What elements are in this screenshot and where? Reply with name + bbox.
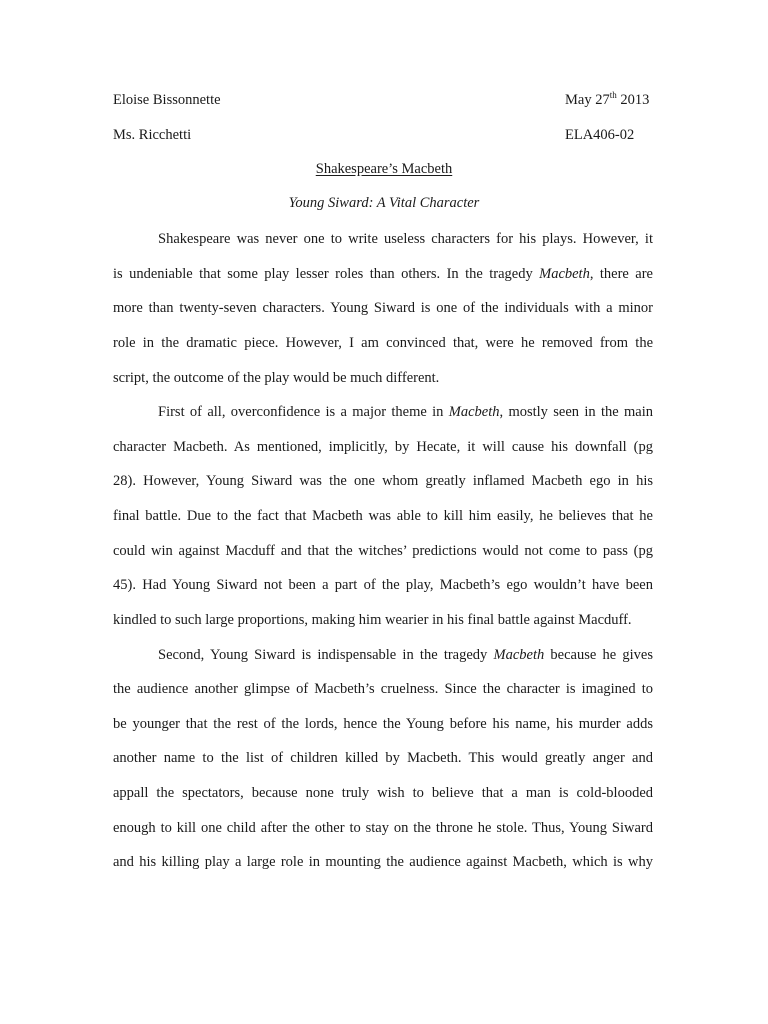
body-line [113, 715, 653, 733]
line-text: because he gives [544, 647, 653, 663]
course-code: ELA406-02 [565, 127, 635, 143]
line-text: be younger that the rest of the lords, hence the Young before his name, his murder adds [113, 716, 653, 732]
play-title-italic: Macbeth [448, 404, 500, 420]
line-text: , there are [589, 266, 653, 282]
date-year: 2013 [616, 92, 650, 108]
line-text: enough to kill one child after the other to stay on the throne he stole. Thus, Young Siward [113, 820, 653, 836]
line-text: First of all, overconfidence is a major theme in [158, 404, 449, 420]
body-line [113, 680, 653, 698]
line-text: another name to the list of children killed by Macbeth. This would greatly anger and [113, 750, 653, 766]
line-text: 28). However, Young Siward was the one whom greatly inflamed Macbeth ego in his [113, 473, 653, 489]
line-text: Second, Young Siward is indispensable in the tragedy [158, 647, 494, 663]
body-line [158, 403, 653, 421]
line-text: final battle. Due to the fact that Macbeth was able to kill him easily, he believes that he [113, 508, 653, 524]
body-line [113, 576, 653, 594]
body-line [113, 611, 632, 629]
body-line [113, 299, 653, 317]
body-line [113, 784, 653, 802]
line-text: role in the dramatic piece. However, I am convinced that, were he removed from the [113, 335, 653, 351]
line-text: is undeniable that some play lesser roles than others. In the tragedy [113, 266, 540, 282]
line-text: kindled to such large proportions, making him wearier in his final battle against Macduff. [113, 612, 632, 628]
line-text: script, the outcome of the play would be much different. [113, 370, 440, 386]
body-line [113, 334, 653, 352]
body-line [113, 507, 653, 525]
line-text: Shakespeare was never one to write useless characters for his plays. However, it [158, 231, 653, 247]
body-line [158, 230, 653, 248]
teacher-name: Ms. Ricchetti [113, 127, 192, 143]
body-line [113, 819, 653, 837]
body-line [113, 265, 653, 283]
document-title: Shakespeare’s Macbeth [315, 161, 453, 177]
student-name: Eloise Bissonnette [113, 92, 221, 108]
body-line [113, 369, 439, 387]
line-text: , mostly seen in the main [499, 404, 653, 420]
line-text: and his killing play a large role in mounting the audience against Macbeth, which is why [113, 854, 653, 870]
body-line [113, 853, 653, 871]
line-text: could win against Macduff and that the witches’ predictions would not come to pass (pg [113, 543, 653, 559]
body-line [158, 646, 653, 664]
line-text: appall the spectators, because none truly wish to believe that a man is cold-blooded [113, 785, 653, 801]
line-text: 45). Had Young Siward not been a part of the play, Macbeth’s ego wouldn’t have been [113, 577, 653, 593]
play-title-italic: Macbeth [539, 266, 590, 282]
line-text: more than twenty-seven characters. Young Siward is one of the individuals with a minor [113, 300, 653, 316]
date-prefix: May 27 [565, 92, 610, 108]
body-line [113, 472, 653, 490]
line-text: the audience another glimpse of Macbeth’s cruelness. Since the character is imagined to [113, 681, 653, 697]
date [565, 91, 649, 109]
body-line [113, 438, 653, 456]
date-superscript: th [609, 90, 617, 100]
body-line [113, 542, 653, 560]
line-text: character Macbeth. As mentioned, implicitly, by Hecate, it will cause his downfall (pg [113, 439, 653, 455]
body-line [113, 749, 653, 767]
play-title-italic: Macbeth [493, 647, 545, 663]
document-subtitle: Young Siward: A Vital Character [288, 195, 480, 211]
